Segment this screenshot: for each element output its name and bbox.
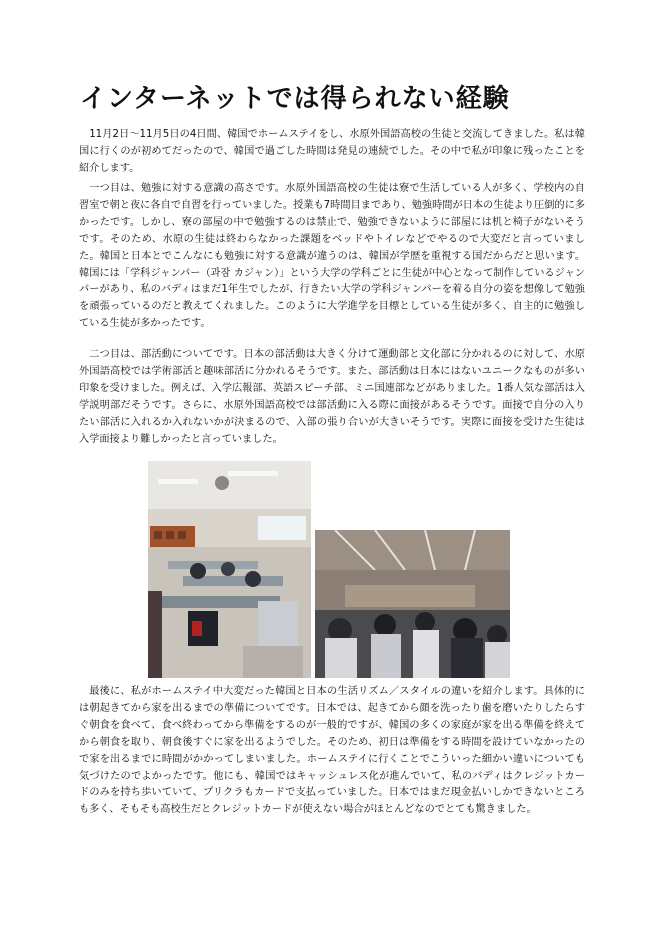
paragraph-study-awareness: 一つ目は、勉強に対する意識の高さです。水原外国語高校の生徒は寮で生活している人が多く、学校内の自習室で朝と夜に各自で自習を行っていました。授業も7時間目まであり、勉強時間が日本の生徒より圧倒的に多かったです。しかし、寮の部屋の中で勉強するのは禁止で、勉強できないように部屋には机と椅子がないそうです。そのため、水原の生徒は終わらなかった課題をベッドやトイレなどでやるので大変だと言っていました。韓国と日本とでこんなにも勉強に対する意識が違うのは、韓国が学歴を重視する国だからだと思います。韓国には「学科ジャンパー（과잠 カジャン）」という大学の学科ごとに生徒が中心となって制作しているジャンパーがあり、私のバディはまだ1年生でしたが、行きたい大学の学科ジャンパーを着る自分の姿を想像して勉強を頑張っているのだと教えてくれました。このように大学進学を目標としている生徒が多く、自主的に勉強している生徒が多かったです。 [79,183,585,330]
paragraph-intro: 11月2日～11月5日の4日間、韓国でホームステイをし、水原外国語高校の生徒と交流してきました。私は韓国に行くのが初めてだったので、韓国で過ごした時間は発見の連続でした。その中で私が印象に残ったことを紹介します。 [79,129,585,174]
classroom-photo [148,461,311,678]
paragraph-lifestyle-differences: 最後に、私がホームステイ中大変だった韓国と日本の生活リズム／スタイルの違いを紹介します。具体的には朝起きてから家を出るまでの準備についてです。日本では、起きてから顔を洗ったり歯を磨いたりしたらすぐ朝食を食べて、食べ終わってから準備をするのが一般的ですが、韓国の多くの家庭が家を出る準備を終えてから朝食を取り、朝食後すぐに家を出るようでした。そのため、初日は準備をする時間を設けていなかったので家を出るまでに時間がかかってしまいました。ホームステイに行くことでこういった細かい違いについても気づけたのでよかったです。他にも、韓国ではキャッシュレス化が進んでいて、私のバディはクレジットカードのみを持ち歩いていて、プリクラもカードで支払っていました。日本ではまだ現金払いしかできないところも多く、そもそも高校生だとクレジットカードが使えない場合がほとんどなのでとても驚きました。 [79,686,585,816]
paragraph-club-activities: 二つ目は、部活動についてです。日本の部活動は大きく分けて運動部と文化部に分かれるのに対して、水原外国語高校では学術部活と趣味部活に分かれるそうです。また、部活動は日本にはないユニークなものが多い印象を受けました。例えば、入学広報部、英語スピーチ部、ミニ国連部などがありました。1番人気な部活は入学説明部だそうです。さらに、水原外国語高校では部活動に入る際に面接があるそうです。面接で自分の入りたい部活に入れるか入れないかが決まるので、入部の張り合いが大きいそうです。実際に面接を受けた生徒は入学面接より難しかったと言っていました。 [79,349,585,445]
auditorium-photo [315,530,510,678]
article-title: インターネットでは得られない経験 [80,84,510,114]
